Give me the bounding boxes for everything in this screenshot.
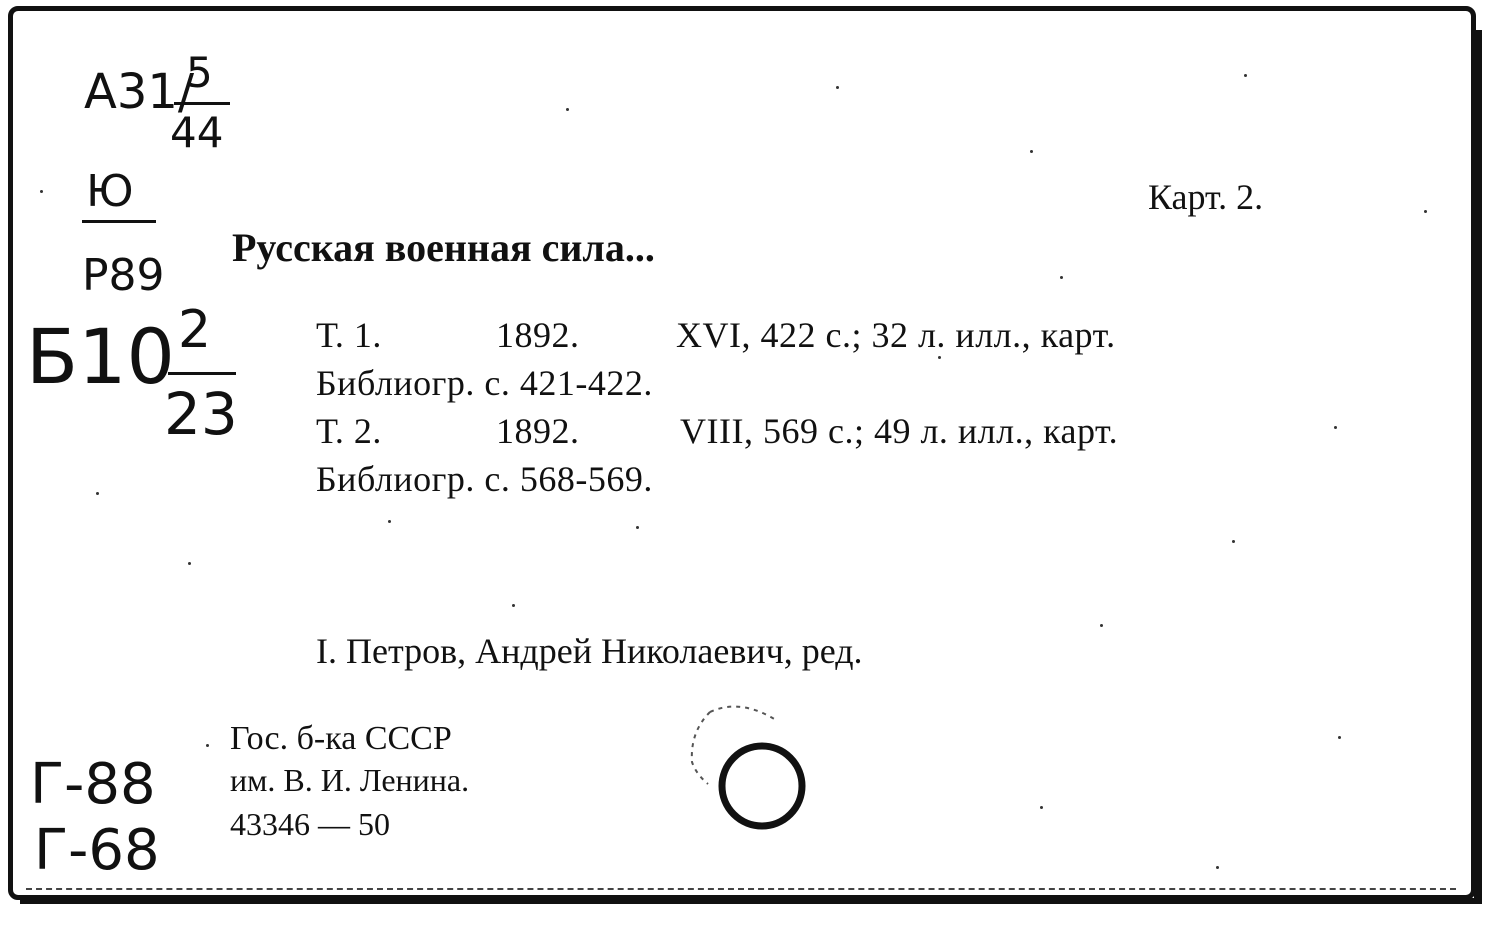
punch-hole-icon	[680, 692, 800, 832]
volume-1-biblio: Библиогр. с. 421-422.	[316, 363, 653, 403]
speck	[1338, 736, 1341, 739]
volume-2-number: Т. 2.	[316, 411, 382, 451]
shelfmark-g-line2: Г-68	[34, 818, 160, 883]
card-dotted-line	[26, 888, 1456, 890]
shelfmark-yu-bottom: Р89	[82, 250, 165, 301]
volume-2-year: 1892.	[496, 411, 580, 451]
shelfmark-g-line1: Г-88	[30, 752, 156, 817]
book-title: Русская военная сила...	[232, 225, 655, 270]
speck	[1100, 624, 1103, 627]
card-shadow-right	[1474, 30, 1482, 904]
card-shadow-bottom	[20, 898, 1482, 904]
volume-1-number: Т. 1.	[316, 315, 382, 355]
speck	[636, 526, 639, 529]
shelfmark-a-numerator: 5	[186, 48, 213, 97]
library-line-1: Гос. б-ка СССР	[230, 720, 452, 757]
library-line-2: им. В. И. Ленина.	[230, 762, 470, 798]
speck	[1424, 210, 1427, 213]
speck	[512, 604, 515, 607]
speck	[1060, 276, 1063, 279]
speck	[566, 108, 569, 111]
speck	[1216, 866, 1219, 869]
speck	[388, 520, 391, 523]
speck	[1244, 74, 1247, 77]
speck	[96, 492, 99, 495]
speck	[1232, 540, 1235, 543]
speck	[188, 562, 191, 565]
shelfmark-b-denominator: 23	[164, 380, 238, 448]
library-line-3: 43346 — 50	[230, 806, 390, 842]
speck	[1040, 806, 1043, 809]
volume-1-year: 1892.	[496, 315, 580, 355]
shelfmark-b-numerator: 2	[178, 300, 212, 360]
shelfmark-yu-fraction-line	[82, 220, 156, 223]
speck	[1334, 426, 1337, 429]
shelfmark-a-prefix: А31/	[84, 64, 195, 120]
speck	[40, 190, 43, 193]
speck	[206, 744, 209, 747]
card-number: Карт. 2.	[1148, 177, 1264, 217]
shelfmark-a-denominator: 44	[170, 108, 224, 157]
speck	[938, 356, 941, 359]
shelfmark-yu-top: Ю	[86, 166, 134, 217]
shelfmark-b-fraction-line	[168, 372, 236, 375]
shelfmark-b-prefix: Б10	[26, 312, 175, 401]
volume-2-biblio: Библиогр. с. 568-569.	[316, 459, 653, 499]
volume-1-pages: XVI, 422 с.; 32 л. илл., карт.	[676, 315, 1116, 355]
volume-2-pages: VIII, 569 с.; 49 л. илл., карт.	[680, 411, 1119, 451]
speck	[836, 86, 839, 89]
editor-entry: I. Петров, Андрей Николаевич, ред.	[316, 631, 863, 671]
speck	[1030, 150, 1033, 153]
shelfmark-a-fraction-line	[174, 102, 230, 105]
